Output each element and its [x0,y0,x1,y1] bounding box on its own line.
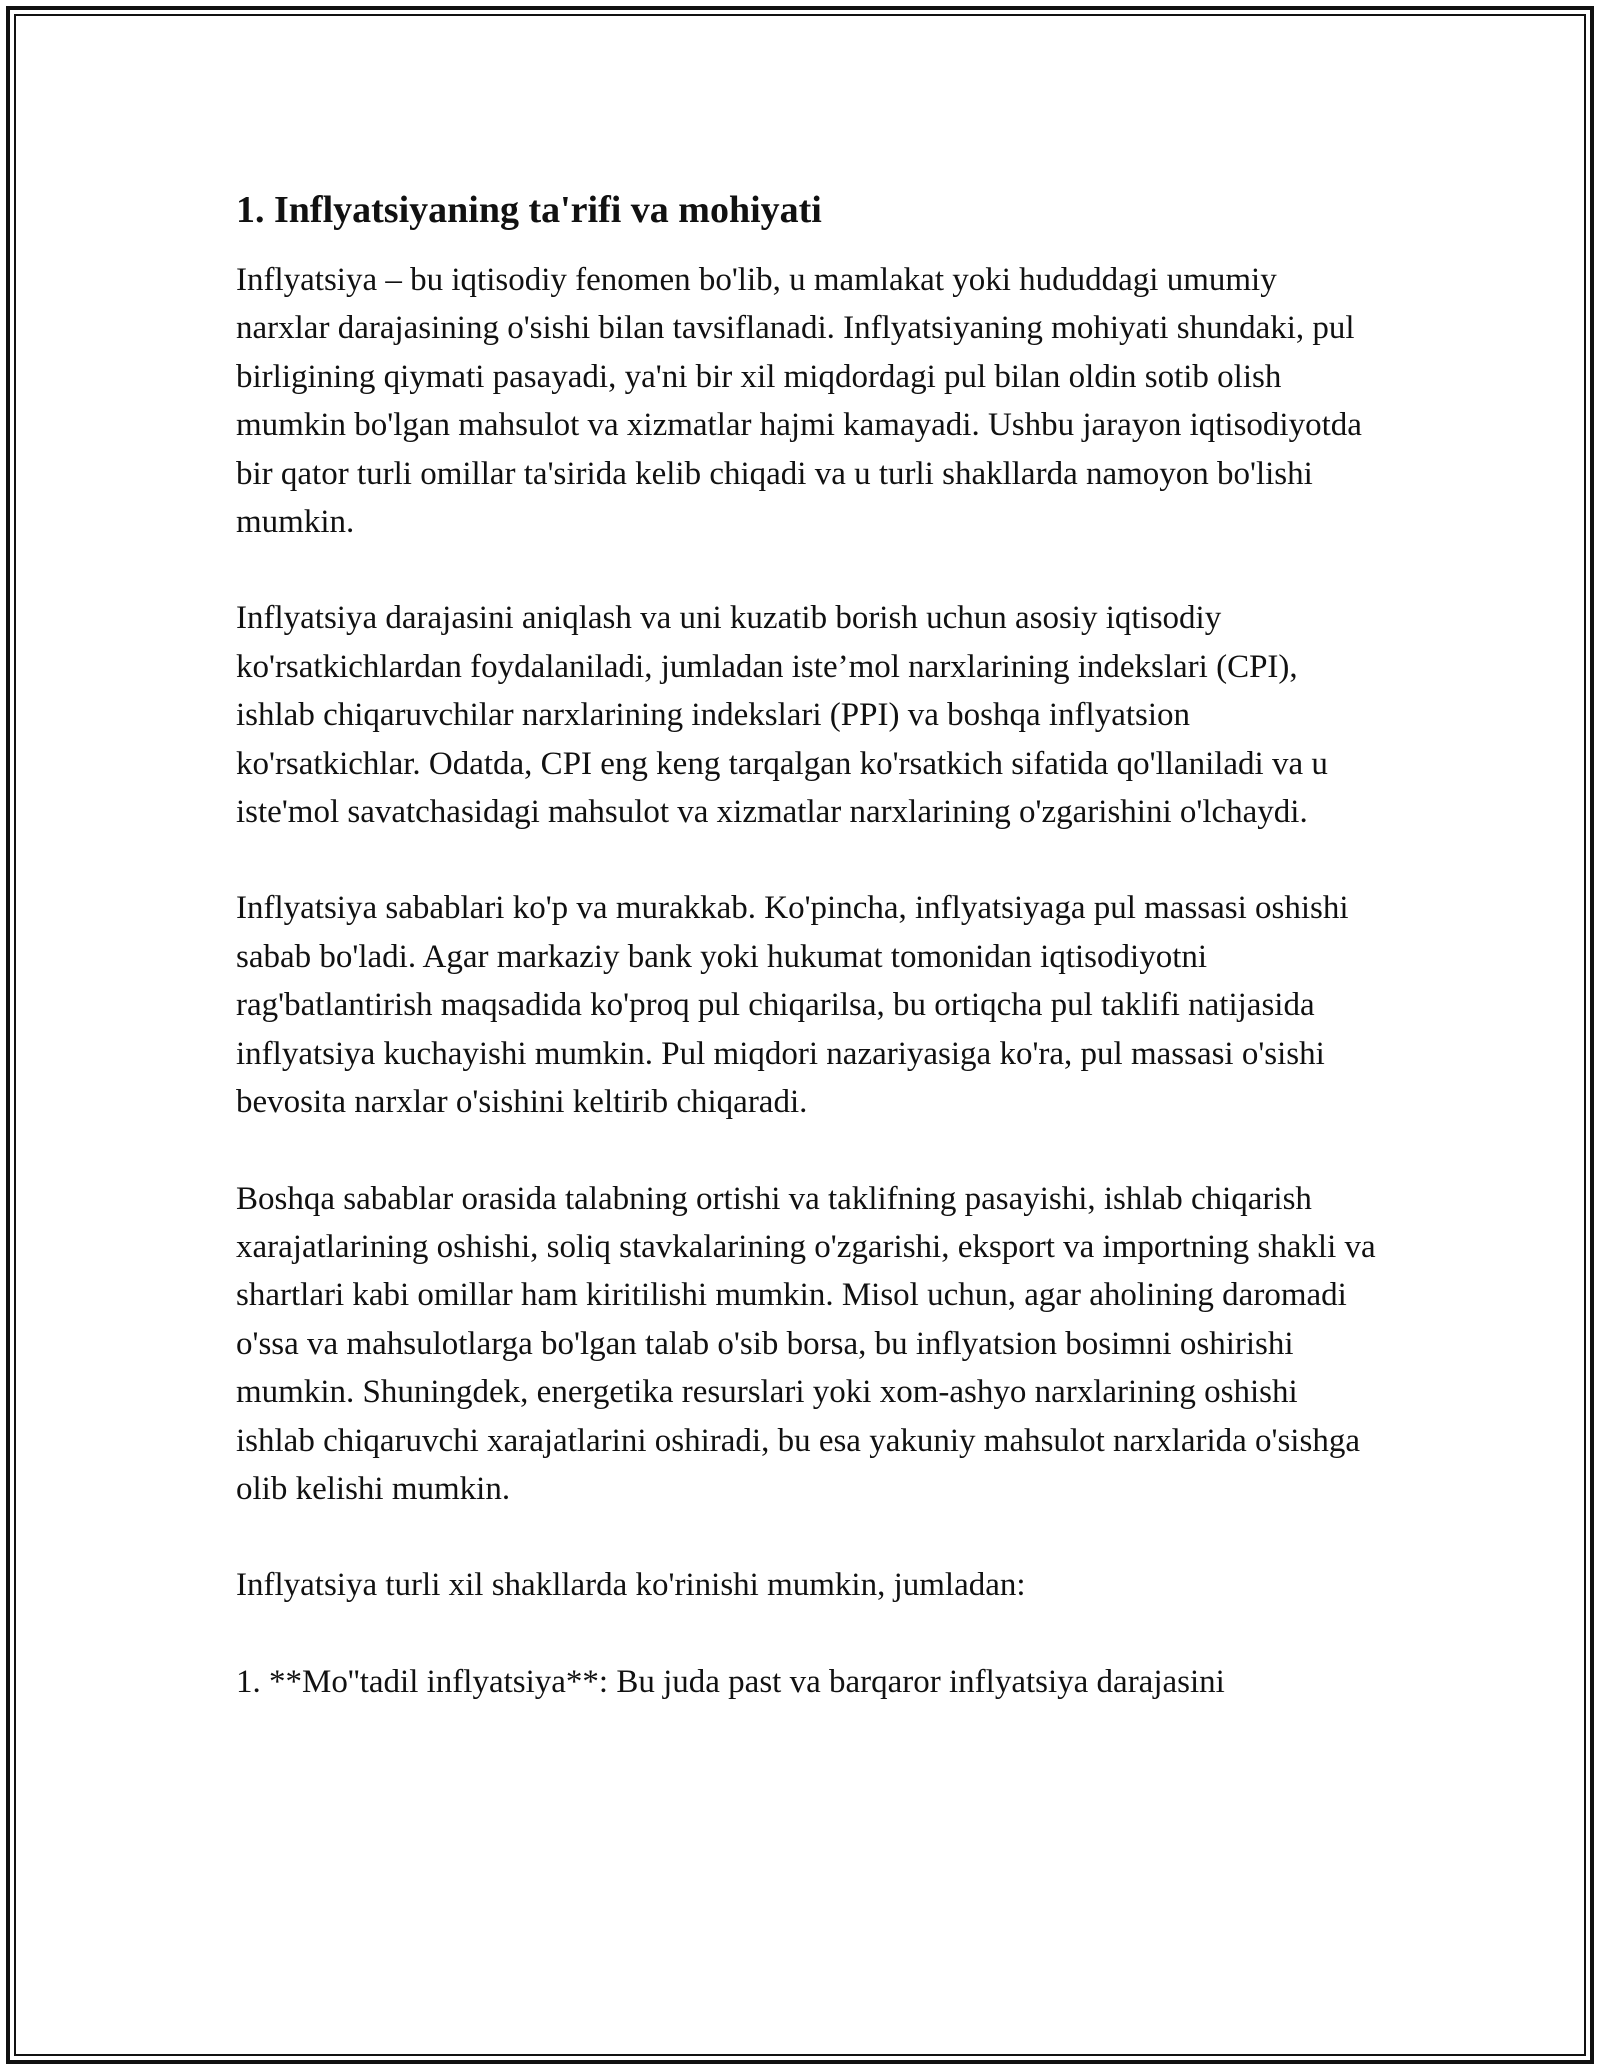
paragraph-other-causes: Boshqa sabablar orasida talabning ortishi va taklifning pasayishi, ishlab chiqarish xarajatlarining oshishi, soliq stavkalarining o'zgarishi, eksport va importning shakli va shartlari kabi omillar ham kiritilishi mumkin. Misol uchun, agar aholining daromadi o'ssa va mahsulotlarga bo'lgan talab o'sib borsa, bu inflyatsion bosimni oshirishi mumkin. Shuningdek, energetika resurslari yoki xom-ashyo narxlarining oshishi ishlab chiqaruvchi xarajatlarini oshiradi, bu esa yakuniy mahsulot narxlarida o'sishga olib kelishi mumkin. [236,1180,1376,1507]
section-heading: 1. Inflyatsiyaning ta'rifi va mohiyati [236,189,822,231]
paragraph-causes: Inflyatsiya sabablari ko'p va murakkab. Ko'pincha, inflyatsiyaga pul massasi oshishi sabab bo'ladi. Agar markaziy bank yoki hukumat tomonidan iqtisodiyotni rag'batlantirish maqsadida ko'proq pul chiqarilsa, bu ortiqcha pul taklifi natijasida inflyatsiya kuchayishi mumkin. Pul miqdori nazariyasiga ko'ra, pul massasi o'sishi bevosita narxlar o'sishini keltirib chiqaradi. [236,890,1349,1121]
document-body [236,186,1376,1706]
paragraph-definition: Inflyatsiya – bu iqtisodiy fenomen bo'lib, u mamlakat yoki hududdagi umumiy narxlar darajasining o'sishi bilan tavsiflanadi. Inflyatsiyaning mohiyati shundaki, pul birligining qiymati pasayadi, ya'ni bir xil miqdordagi pul bilan oldin sotib olish mumkin bo'lgan mahsulot va xizmatlar hajmi kamayadi. Ushbu jarayon iqtisodiyotda bir qator turli omillar ta'sirida kelib chiqadi va u turli shakllarda namoyon bo'lishi mumkin. [236,262,1362,541]
list-item-moderate-inflation: 1. **Mo''tadil inflyatsiya**: Bu juda past va barqaror inflyatsiya darajasini [236,1663,1225,1700]
paragraph-indicators: Inflyatsiya darajasini aniqlash va uni kuzatib borish uchun asosiy iqtisodiy ko'rsatkichlardan foydalaniladi, jumladan iste’mol narxlarining indekslari (CPI), ishlab chiqaruvchilar narxlarining indekslari (PPI) va boshqa inflyatsion ko'rsatkichlar. Odatda, CPI eng keng tarqalgan ko'rsatkich sifatida qo'llaniladi va u iste'mol savatchasidagi mahsulot va xizmatlar narxlarining o'zgarishini o'lchaydi. [236,600,1328,831]
paragraph-forms-intro: Inflyatsiya turli xil shakllarda ko'rinishi mumkin, jumladan: [236,1567,1026,1604]
